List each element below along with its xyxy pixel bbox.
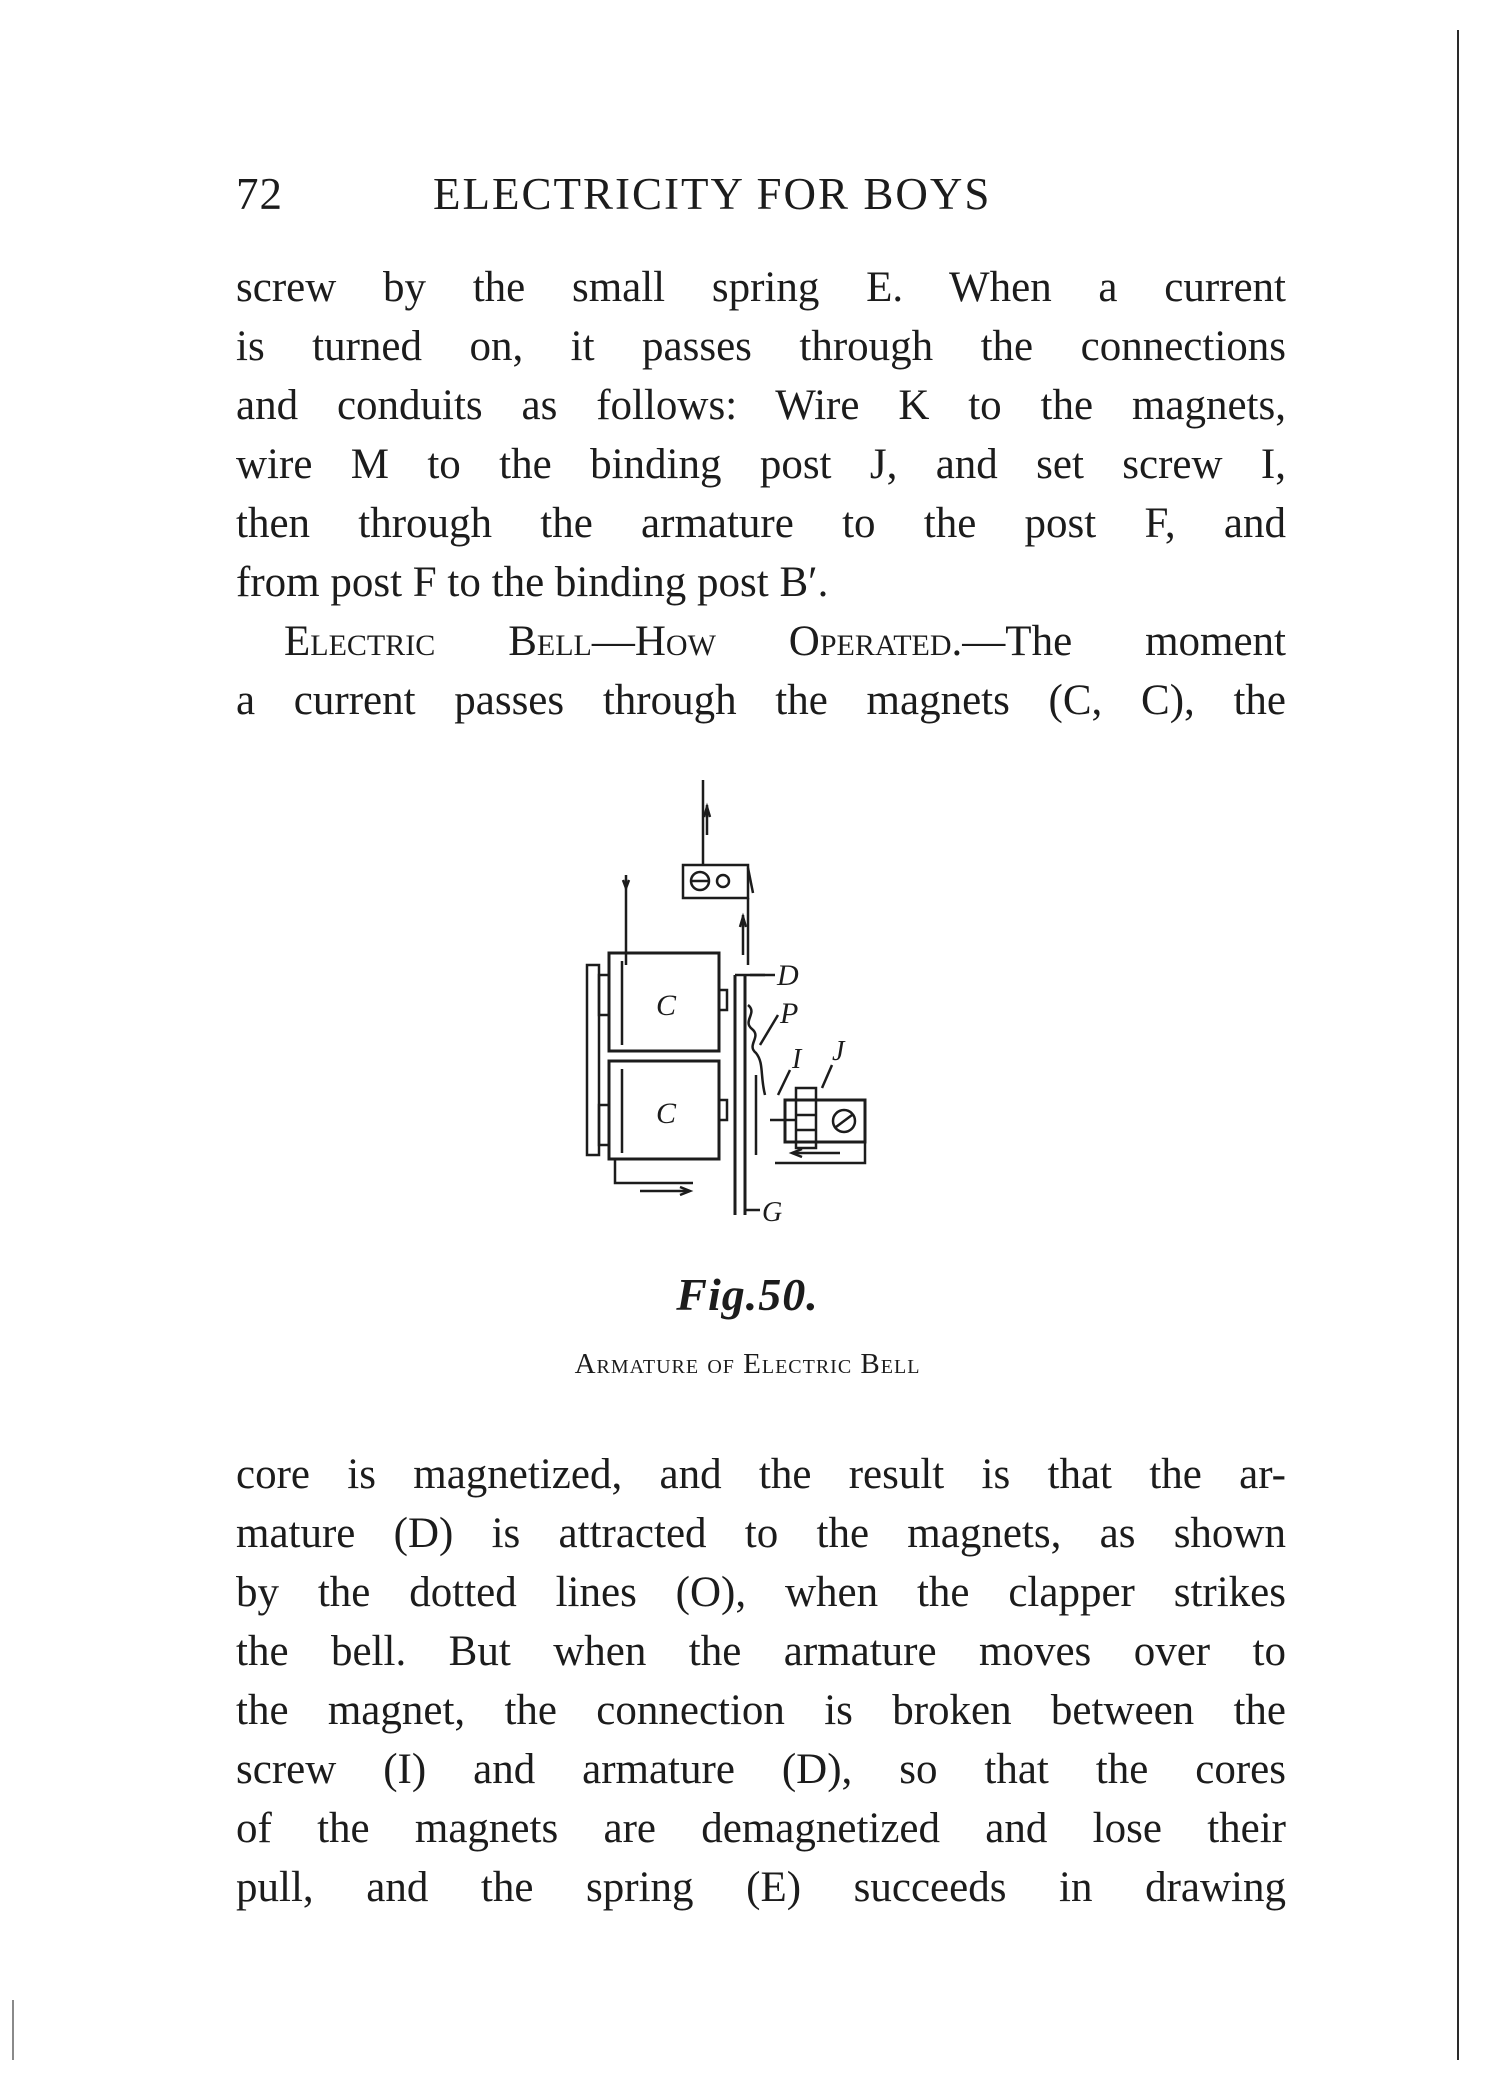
text-line: then through the armature to the post F, and — [236, 500, 1286, 547]
running-title: ELECTRICITY FOR BOYS — [433, 169, 992, 219]
section-heading: Electric Bell—How Operated. — [284, 618, 963, 665]
page-number: 72 — [236, 169, 283, 219]
text-line: screw by the small spring E. When a current — [236, 264, 1286, 311]
paragraph-bottom — [236, 1445, 1286, 1917]
text-line: screw (I) and armature (D), so that the cores — [236, 1746, 1286, 1793]
figure-armature-diagram — [560, 775, 960, 1235]
section-heading-line — [236, 612, 1286, 671]
diagram-label-c-top: C — [656, 989, 677, 1022]
text-line: the bell. But when the armature moves over to — [236, 1628, 1286, 1675]
text-line: wire M to the binding post J, and set screw I, — [236, 441, 1286, 488]
page-edge-line — [1457, 30, 1459, 2060]
paragraph-top — [236, 258, 1286, 730]
diagram-yoke — [587, 965, 599, 1155]
armature-diagram-svg — [560, 775, 960, 1235]
diagram-label-i: I — [792, 1044, 802, 1075]
text-line: is turned on, it passes through the connections — [236, 323, 1286, 370]
diagram-label-j: J — [832, 1036, 845, 1067]
diagram-label-d: D — [777, 959, 799, 992]
text-line: and conduits as follows: Wire K to the magnets, — [236, 382, 1286, 429]
text-line: from post F to the binding post B′. — [236, 559, 829, 606]
diagram-screw-head-2 — [717, 875, 729, 887]
text-line: the magnet, the connection is broken between the — [236, 1687, 1286, 1734]
diagram-label-p: P — [780, 997, 799, 1030]
gutter-mark — [12, 2000, 14, 2060]
figure-number: Fig.50. — [676, 1269, 819, 1320]
diagram-label-g: G — [762, 1197, 783, 1228]
figure-caption: Armature of Electric Bell — [574, 1348, 921, 1380]
text-line: of the magnets are demagnetized and lose their — [236, 1805, 1286, 1852]
section-heading-rest: —The moment — [962, 618, 1287, 665]
text-line: a current passes through the magnets (C, C), the — [236, 677, 1286, 724]
page-header — [236, 168, 1286, 228]
text-line: core is magnetized, and the result is that the ar- — [236, 1451, 1286, 1498]
diagram-label-c-bottom: C — [656, 1097, 677, 1130]
diagram-wire-bottom — [615, 1159, 693, 1183]
text-line: by the dotted lines (O), when the clapper strikes — [236, 1569, 1286, 1616]
text-line: mature (D) is attracted to the magnets, as shown — [236, 1510, 1286, 1557]
text-line: pull, and the spring (E) succeeds in drawing — [236, 1864, 1286, 1911]
